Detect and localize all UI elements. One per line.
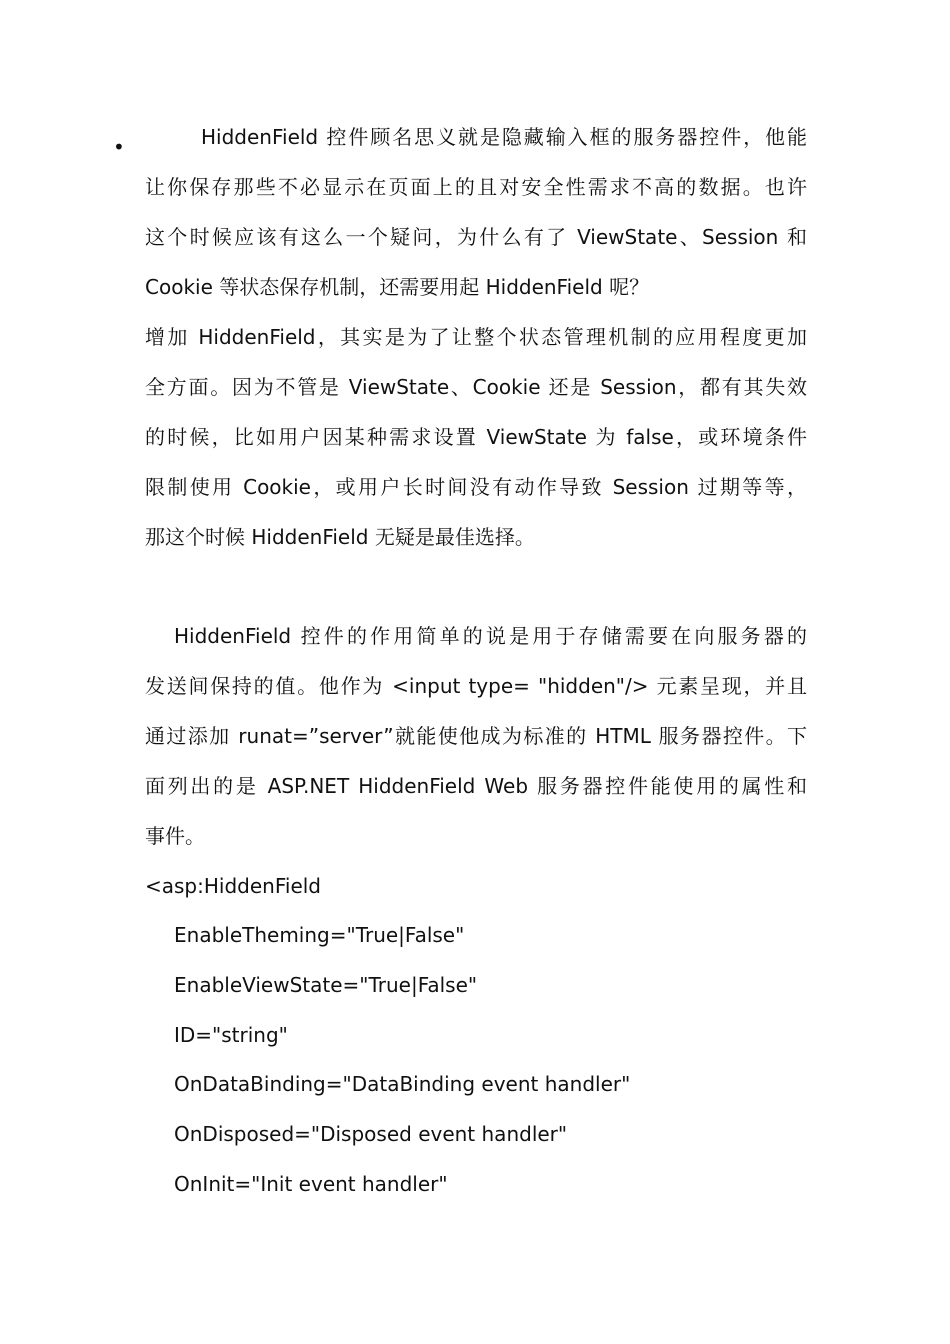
code-attribute-line: OnInit="Init event handler" [174,1172,448,1196]
paragraph-3-line-1: HiddenField 控件的作用简单的说是用于存储需要在向服务器的 [174,624,807,648]
paragraph-3-line-4: 面列出的是 ASP.NET HiddenField Web 服务器控件能使用的属性和 [145,774,807,798]
paragraph-2-line-2: 全方面。因为不管是 ViewState、Cookie 还是 Session，都有其失效 [145,375,807,399]
paragraph-1-line-4: Cookie 等状态保存机制，还需要用起 HiddenField 呢？ [145,275,650,299]
paragraph-1-line-3: 这个时候应该有这么一个疑问，为什么有了 ViewState、Session 和 [145,225,807,249]
code-attribute-line: EnableTheming="True|False" [174,923,465,947]
paragraph-1-line-2: 让你保存那些不必显示在页面上的且对安全性需求不高的数据。也许 [145,175,807,199]
paragraph-3-line-5: 事件。 [145,824,205,848]
paragraph-2-line-4: 限制使用 Cookie，或用户长时间没有动作导致 Session 过期等等， [145,475,807,499]
paragraph-1-line-1: HiddenField 控件顾名思义就是隐藏输入框的服务器控件，他能 [201,125,807,149]
code-attribute-line: OnDisposed="Disposed event handler" [174,1122,568,1146]
code-open-tag: <asp:HiddenField [145,874,321,898]
paragraph-2-line-1: 增加 HiddenField，其实是为了让整个状态管理机制的应用程度更加 [145,325,807,349]
paragraph-3-line-2: 发送间保持的值。他作为 <input type= "hidden"/> 元素呈现，并且 [145,674,807,698]
paragraph-3-line-3: 通过添加 runat=”server”就能使他成为标准的 HTML 服务器控件。下 [145,724,807,748]
list-bullet: • [113,135,125,159]
paragraph-2-line-3: 的时候，比如用户因某种需求设置 ViewState 为 false，或环境条件 [145,425,807,449]
paragraph-2-line-5: 那这个时候 HiddenField 无疑是最佳选择。 [145,525,535,549]
code-attribute-line: OnDataBinding="DataBinding event handler" [174,1072,631,1096]
code-attribute-line: EnableViewState="True|False" [174,973,478,997]
code-attribute-line: ID="string" [174,1023,288,1047]
